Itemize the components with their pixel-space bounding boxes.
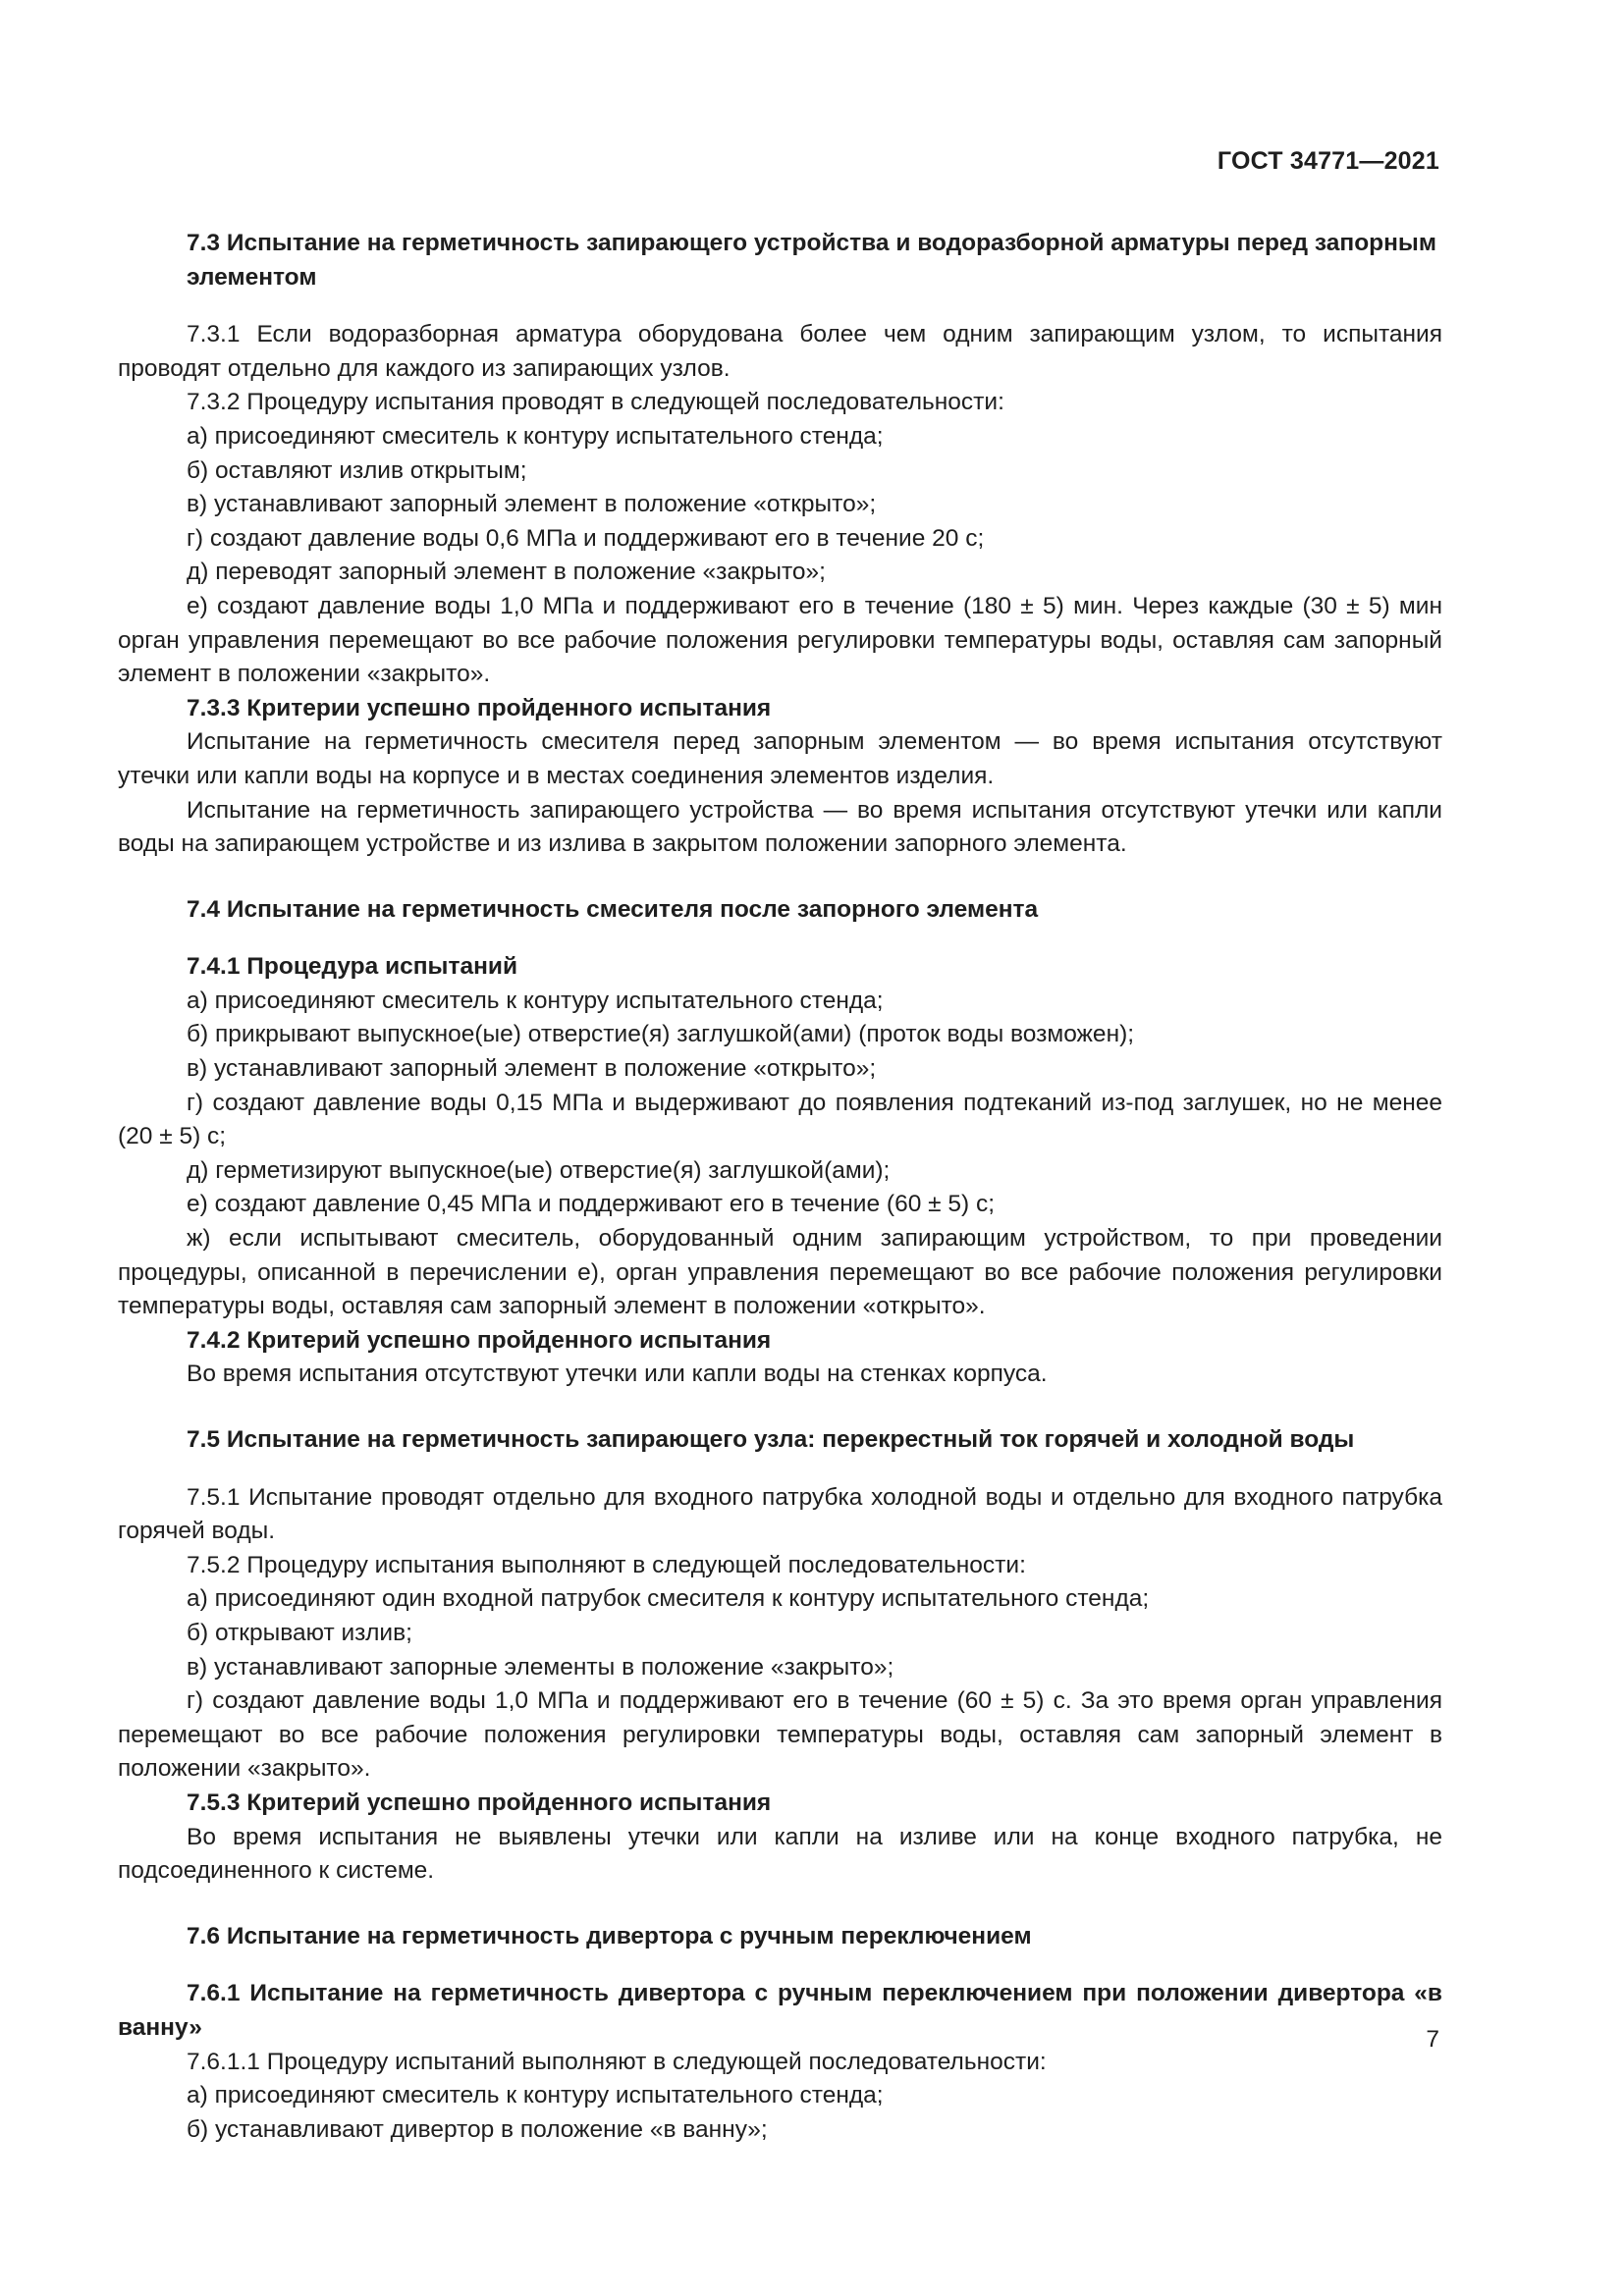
- paragraph: Во время испытания не выявлены утечки или капли на изливе или на конце входного патрубка, не подсоединенного к системе.: [118, 1823, 1442, 1885]
- list-item: а) присоединяют один входной патрубок смесителя к контуру испытательного стенда;: [187, 1585, 1150, 1613]
- list-item: а) присоединяют смеситель к контуру испытательного стенда;: [187, 422, 884, 450]
- paragraph: 7.3.1 Если водоразборная арматура оборудована более чем одним запирающим узлом, то испытания проводят отдельно для каждого из запирающих узлов.: [118, 321, 1442, 382]
- list-item: в) устанавливают запорный элемент в положение «открыто»;: [187, 491, 877, 518]
- list-item: д) переводят запорный элемент в положение «закрыто»;: [187, 559, 826, 586]
- section-heading: 7.4 Испытание на герметичность смесителя после запорного элемента: [187, 895, 1039, 923]
- paragraph: Испытание на герметичность запирающего устройства — во время испытания отсутствуют утечки или капли воды на запирающем устройстве и из излива в закрытом положении запорного элемента.: [118, 796, 1442, 858]
- section-heading: 7.3 Испытание на герметичность запирающего устройства и водоразборной арматуры перед запорным элементом: [187, 230, 1436, 291]
- list-item: г) создают давление воды 0,15 МПа и выдерживают до появления подтеканий из-под заглушек, но не менее (20 ± 5) с;: [118, 1089, 1442, 1150]
- list-item: ж) если испытывают смеситель, оборудованный одним запирающим устройством, то при проведении процедуры, описанной в перечислении е), орган управления перемещают во все рабочие положения регулировки температуры воды, оставляя сам запорный элемент в положении «открыто».: [118, 1225, 1442, 1320]
- list-item: б) прикрывают выпускное(ые) отверстие(я) заглушкой(ами) (проток воды возможен);: [187, 1021, 1135, 1048]
- paragraph: Во время испытания отсутствуют утечки или капли воды на стенках корпуса.: [187, 1361, 1048, 1388]
- subsection-heading: 7.6.1 Испытание на герметичность дивертора с ручным переключением при положении дивертора «в ванну»: [118, 1980, 1442, 2041]
- section-heading: 7.5 Испытание на герметичность запирающего узла: перекрестный ток горячей и холодной воды: [187, 1426, 1355, 1453]
- document-code: ГОСТ 34771—2021: [1217, 147, 1439, 175]
- list-item: а) присоединяют смеситель к контуру испытательного стенда;: [187, 987, 884, 1014]
- document-body: [118, 227, 1442, 2147]
- list-item: б) устанавливают дивертор в положение «в ванну»;: [187, 2115, 768, 2143]
- page-number: 7: [1426, 2026, 1439, 2053]
- list-item: е) создают давление воды 1,0 МПа и поддерживают его в течение (180 ± 5) мин. Через каждые (30 ± 5) мин орган управления перемещают во все рабочие положения регулировки температуры воды, оставляя сам запорный элемент в положении «закрыто».: [118, 592, 1442, 688]
- paragraph: 7.5.1 Испытание проводят отдельно для входного патрубка холодной воды и отдельно для входного патрубка горячей воды.: [118, 1483, 1442, 1545]
- list-item: а) присоединяют смеситель к контуру испытательного стенда;: [187, 2082, 884, 2109]
- list-item: г) создают давление воды 0,6 МПа и поддерживают его в течение 20 с;: [187, 524, 985, 552]
- paragraph: 7.3.2 Процедуру испытания проводят в следующей последовательности:: [187, 389, 1004, 416]
- list-item: г) создают давление воды 1,0 МПа и поддерживают его в течение (60 ± 5) с. За это время орган управления перемещают во все рабочие положения регулировки температуры воды, оставляя сам запорный элемент в положении «закрыто».: [118, 1687, 1442, 1783]
- list-item: б) открывают излив;: [187, 1619, 412, 1646]
- list-item: б) оставляют излив открытым;: [187, 456, 527, 484]
- list-item: е) создают давление 0,45 МПа и поддерживают его в течение (60 ± 5) с;: [187, 1191, 996, 1218]
- paragraph: 7.5.2 Процедуру испытания выполняют в следующей последовательности:: [187, 1551, 1026, 1578]
- paragraph: Испытание на герметичность смесителя перед запорным элементом — во время испытания отсутствуют утечки или капли воды на корпусе и в местах соединения элементов изделия.: [118, 728, 1442, 789]
- list-item: в) устанавливают запорный элемент в положение «открыто»;: [187, 1055, 877, 1083]
- subsection-heading: 7.4.2 Критерий успешно пройденного испытания: [187, 1326, 772, 1354]
- subsection-heading: 7.4.1 Процедура испытаний: [187, 953, 518, 981]
- list-item: в) устанавливают запорные элементы в положение «закрыто»;: [187, 1653, 894, 1681]
- paragraph: 7.6.1.1 Процедуру испытаний выполняют в следующей последовательности:: [187, 2048, 1047, 2075]
- list-item: д) герметизируют выпускное(ые) отверстие(я) заглушкой(ами);: [187, 1156, 891, 1184]
- section-heading: 7.6 Испытание на герметичность дивертора с ручным переключением: [187, 1922, 1032, 1949]
- subsection-heading: 7.5.3 Критерий успешно пройденного испытания: [187, 1789, 772, 1816]
- subsection-heading: 7.3.3 Критерии успешно пройденного испытания: [187, 694, 772, 721]
